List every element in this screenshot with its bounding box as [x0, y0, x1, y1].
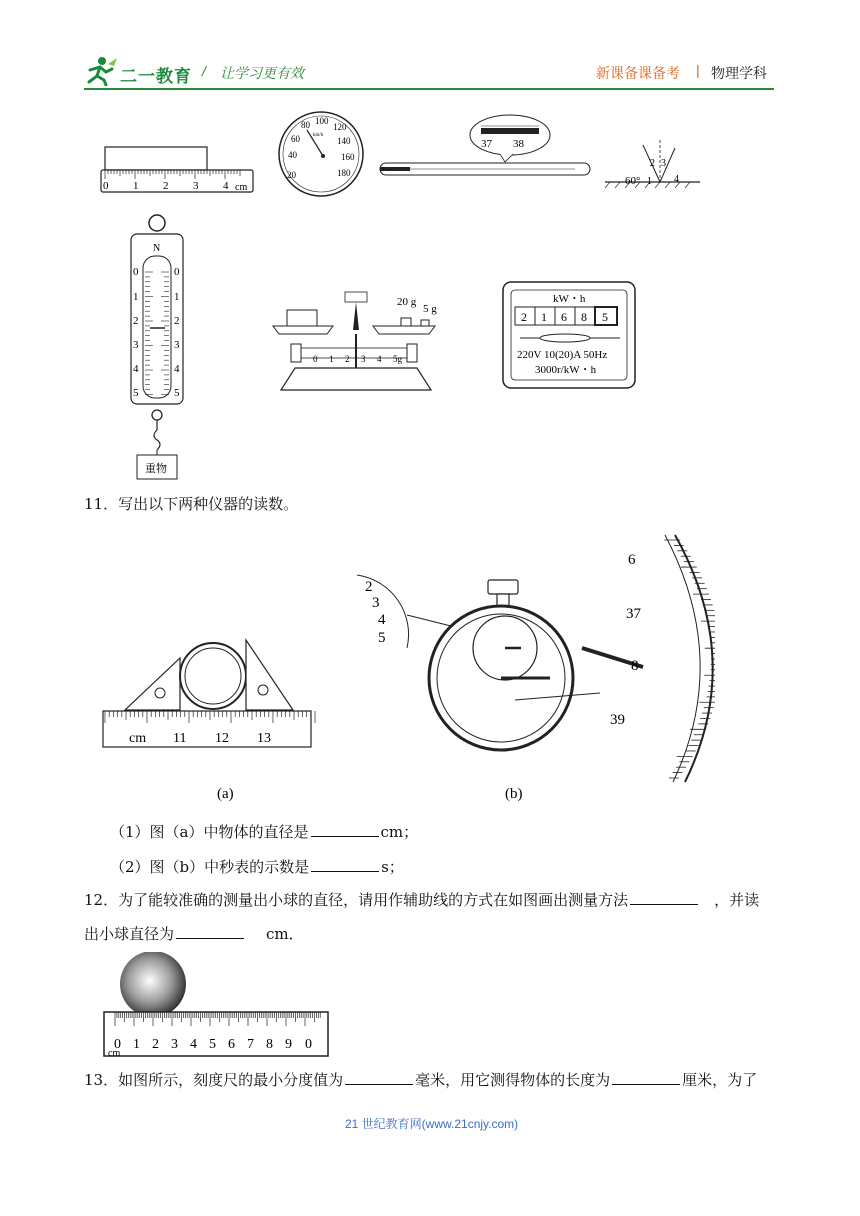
balance-20g: 20 g: [397, 296, 417, 308]
logo-text: 二一教育: [120, 67, 192, 86]
q12-line1: [84, 890, 759, 910]
ruler1-unit: cm: [235, 182, 248, 193]
header-subject: 物理学科: [711, 65, 767, 81]
weight-label: 重物: [145, 463, 167, 475]
q12-n5: 5: [209, 1037, 216, 1052]
q11b-stopwatch: [357, 535, 715, 782]
speedo-80: 80: [301, 120, 310, 130]
sw-inner-5: 5: [378, 630, 386, 646]
speedometer: [279, 112, 363, 196]
q11a-11: 11: [173, 731, 187, 746]
thermo-38: 38: [513, 138, 524, 150]
q12-n0: 0: [114, 1037, 121, 1052]
ruler1-tick-3: 3: [193, 180, 199, 192]
spring-r5: 5: [174, 387, 180, 399]
spring-unit: N: [153, 243, 161, 254]
reflection-diagram: [605, 140, 700, 188]
spring-r3: 3: [174, 339, 180, 351]
angle-1: 1: [647, 176, 652, 187]
spring-l3: 3: [133, 339, 139, 351]
speedo-20: 20: [287, 170, 296, 180]
q12-n8: 8: [266, 1037, 273, 1052]
speedo-60: 60: [291, 134, 300, 144]
runner-logo-icon: [84, 56, 118, 86]
q13-text1: 13．如图所示，刻度尺的最小分度值为: [84, 1071, 344, 1089]
q11-sub2-unit: s；: [381, 858, 404, 876]
slogan-slash: /: [202, 63, 206, 79]
bal-scale-4: 4: [377, 354, 382, 364]
q12-n10: 0: [305, 1037, 312, 1052]
q11-sub2-blank[interactable]: [311, 857, 379, 872]
ruler1-tick-4: 4: [223, 180, 229, 192]
ruler1-tick-1: 1: [133, 180, 139, 192]
angle-4: 4: [674, 174, 679, 185]
header-course: 新课备课备考: [596, 65, 680, 81]
slogan: 让学习更有效: [220, 65, 304, 81]
q11-sub2-text: （2）图（b）中秒表的示数是: [110, 858, 310, 876]
bal-scale-5: 5g: [393, 354, 402, 364]
q13-blank2[interactable]: [612, 1070, 680, 1085]
sw-outer-39: 39: [610, 712, 625, 728]
speedo-unit: km/h: [313, 133, 324, 138]
ruler1-tick-2: 2: [163, 180, 169, 192]
q11-sub1-text: （1）图（a）中物体的直径是: [110, 823, 309, 841]
q12-figure: [100, 952, 340, 1062]
angle-3: 3: [661, 158, 666, 169]
q12-n7: 7: [247, 1037, 254, 1052]
speedo-160: 160: [341, 152, 355, 162]
spring-scale: [131, 215, 183, 479]
spring-l5: 5: [133, 387, 139, 399]
q13-blank1[interactable]: [345, 1070, 413, 1085]
header-rule: [84, 88, 774, 90]
angle-2: 2: [650, 158, 655, 169]
spring-r0: 0: [174, 266, 180, 278]
sw-inner-4: 4: [378, 612, 386, 628]
bal-scale-0: 0: [313, 354, 318, 364]
meter-d5: 5: [602, 310, 608, 324]
q12-text2: 出小球直径为: [84, 925, 175, 943]
sw-inner-2: 2: [365, 579, 373, 595]
q12-n2: 2: [152, 1037, 159, 1052]
bal-scale-1: 1: [329, 354, 334, 364]
balance-scale: [273, 292, 437, 390]
q12-n4: 4: [190, 1037, 197, 1052]
q12-n1: 1: [133, 1037, 140, 1052]
spring-l4: 4: [133, 363, 139, 375]
q11-sub2: [110, 857, 404, 877]
spring-r4: 4: [174, 363, 180, 375]
q11-sub1-blank[interactable]: [311, 822, 379, 837]
ruler1-tick-0: 0: [103, 180, 109, 192]
q13-text2: 毫米，用它测得物体的长度为: [415, 1071, 611, 1089]
thermo-37: 37: [481, 138, 492, 150]
bal-scale-3: 3: [361, 354, 366, 364]
q12-blank2[interactable]: [176, 924, 244, 939]
q12-n6: 6: [228, 1037, 235, 1052]
speedo-100: 100: [315, 116, 329, 126]
meter-d1: 2: [521, 310, 527, 324]
energy-meter: [503, 282, 635, 388]
meter-spec2: 3000r/kW・h: [535, 364, 597, 376]
speedo-180: 180: [337, 168, 351, 178]
speedo-140: 140: [337, 136, 351, 146]
ball: [120, 952, 186, 1017]
q13-line: [84, 1070, 757, 1090]
meter-d3: 6: [561, 310, 567, 324]
balance-5g: 5 g: [423, 303, 437, 315]
speedo-40: 40: [288, 150, 297, 160]
q11-sub1-unit: cm；: [380, 823, 419, 841]
spring-l1: 1: [133, 291, 139, 303]
q11a-12: 12: [215, 731, 229, 746]
q12-blank1[interactable]: [630, 890, 698, 905]
meter-d2: 1: [541, 310, 547, 324]
q12-line2: [84, 924, 304, 944]
spring-l2: 2: [133, 315, 139, 327]
sw-outer-6: 6: [628, 552, 636, 568]
q12-unit-label: cm: [108, 1048, 121, 1059]
q12-n3: 3: [171, 1037, 178, 1052]
speedo-120: 120: [333, 122, 347, 132]
angle-60: 60°: [625, 175, 641, 187]
q11-figure: [95, 530, 715, 810]
ruler-block: [101, 147, 253, 193]
q11a-unit: cm: [129, 731, 147, 746]
header-separator: |: [696, 62, 700, 78]
cap-a: (a): [217, 786, 234, 802]
sw-outer-37: 37: [626, 606, 641, 622]
q11-text: 11．写出以下两种仪器的读数。: [84, 495, 299, 513]
q12-unit: cm．: [266, 925, 304, 943]
meter-spec1: 220V 10(20)A 50Hz: [517, 349, 608, 361]
q11a-ruler: [103, 640, 315, 747]
cap-b: (b): [505, 786, 523, 802]
q13-text3: 厘米，为了: [682, 1071, 758, 1089]
q12-text1b: ，并读: [714, 891, 760, 909]
spring-r2: 2: [174, 315, 180, 327]
meter-unit: kW・h: [553, 293, 586, 305]
bal-scale-2: 2: [345, 354, 350, 364]
instruments-figure: [95, 100, 775, 485]
spring-l0: 0: [133, 266, 139, 278]
header: [0, 0, 860, 95]
sw-inner-3: 3: [372, 595, 380, 611]
q11-sub1: [110, 822, 418, 842]
footer: 21 世纪教育网(www.21cnjy.com): [345, 1117, 519, 1131]
meter-d4: 8: [581, 310, 587, 324]
thermometer: [380, 115, 590, 175]
q11a-13: 13: [257, 731, 271, 746]
sw-outer-8: 8: [631, 658, 639, 674]
q12-text1: 12．为了能较准确的测量出小球的直径，请用作辅助线的方式在如图画出测量方法: [84, 891, 629, 909]
spring-r1: 1: [174, 291, 180, 303]
q12-n9: 9: [285, 1037, 292, 1052]
